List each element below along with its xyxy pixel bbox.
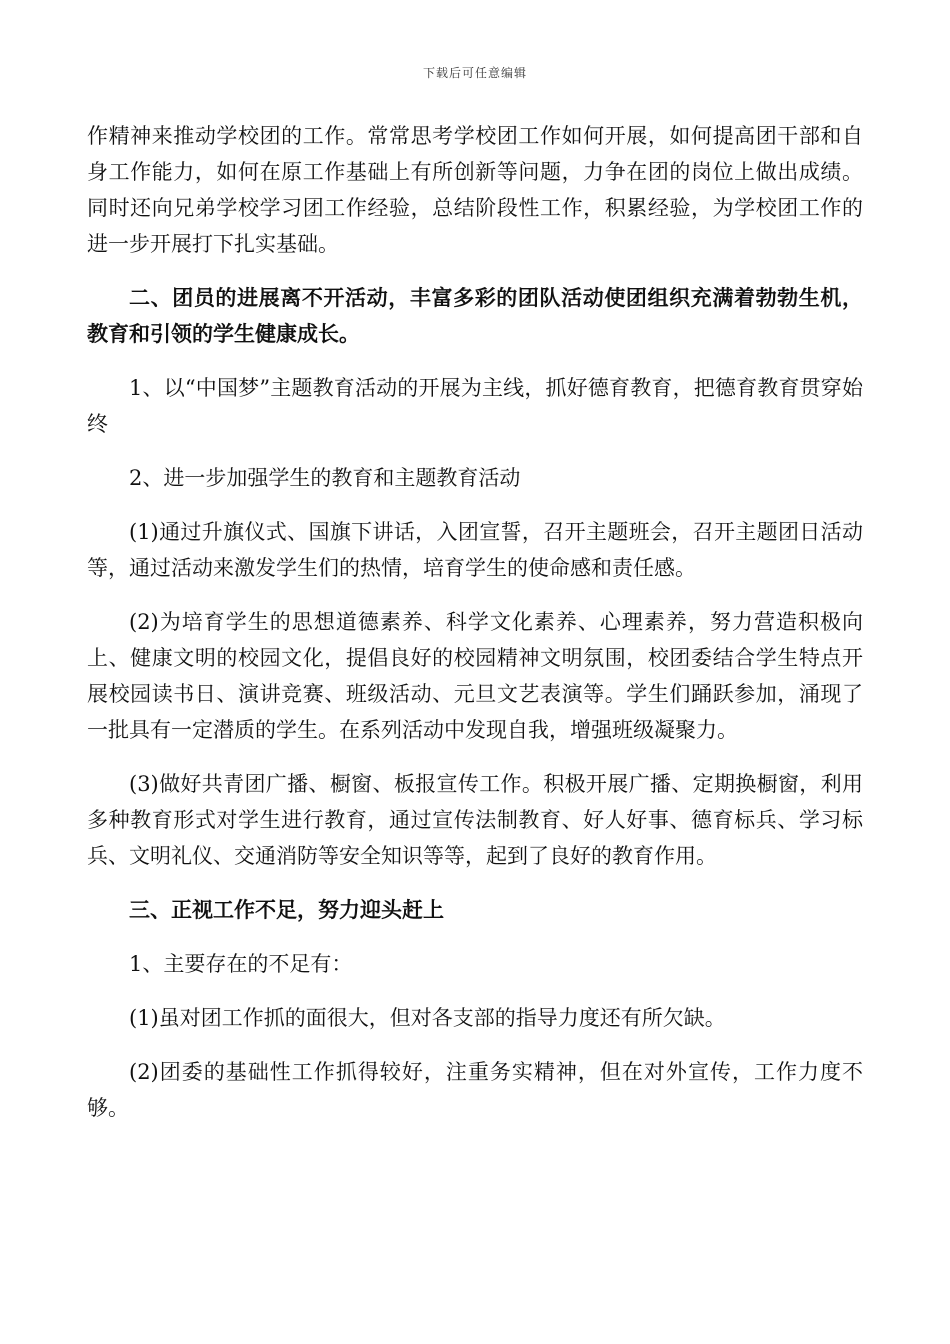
item-1: 1、以“中国梦”主题教育活动的开展为主线，抓好德育教育，把德育教育贯穿始终 [87,376,863,436]
sub-item-2: (2)为培育学生的思想道德素养、科学文化素养、心理素养，努力营造积极向上、健康文明的校园文化，提倡良好的校园精神文明氛围，校团委结合学生特点开展校园读书日、演讲竞赛、班级活动、元旦文艺表演等。学生们踊跃参加，涌现了一批具有一定潜质的学生。在系列活动中发现自我，增强班级凝聚力。 [87,610,863,742]
shortcoming-2: (2)团委的基础性工作抓得较好，注重务实精神，但在对外宣传，工作力度不够。 [87,1060,863,1120]
sub-item-1: (1)通过升旗仪式、国旗下讲话，入团宣誓，召开主题班会，召开主题团日活动等，通过活动来激发学生们的热情，培育学生的使命感和责任感。 [87,520,863,580]
paragraph-continuation: 作精神来推动学校团的工作。常常思考学校团工作如何开展，如何提高团干部和自身工作能力，如何在原工作基础上有所创新等问题，力争在团的岗位上做出成绩。同时还向兄弟学校学习团工作经验，总结阶段性工作，积累经验，为学校团工作的进一步开展打下扎实基础。 [87,124,863,256]
sub-item-3: (3)做好共青团广播、橱窗、板报宣传工作。积极开展广播、定期换橱窗，利用多种教育形式对学生进行教育，通过宣传法制教育、好人好事、德育标兵、学习标兵、文明礼仪、交通消防等安全知识等等，起到了良好的教育作用。 [87,772,863,868]
section-heading-two: 二、团员的进展离不开活动，丰富多彩的团队活动使团组织充满着勃勃生机，教育和引领的学生健康成长。 [87,285,863,346]
page-header: 下载后可任意编辑 [422,66,527,80]
document-body [87,118,863,1126]
item-2: 2、进一步加强学生的教育和主题教育活动 [129,466,521,490]
item-1-shortcomings: 1、主要存在的不足有： [129,952,353,976]
shortcoming-1: (1)虽对团工作抓的面很大，但对各支部的指导力度还有所欠缺。 [129,1006,726,1030]
section-heading-three: 三、正视工作不足，努力迎头赶上 [129,897,444,922]
